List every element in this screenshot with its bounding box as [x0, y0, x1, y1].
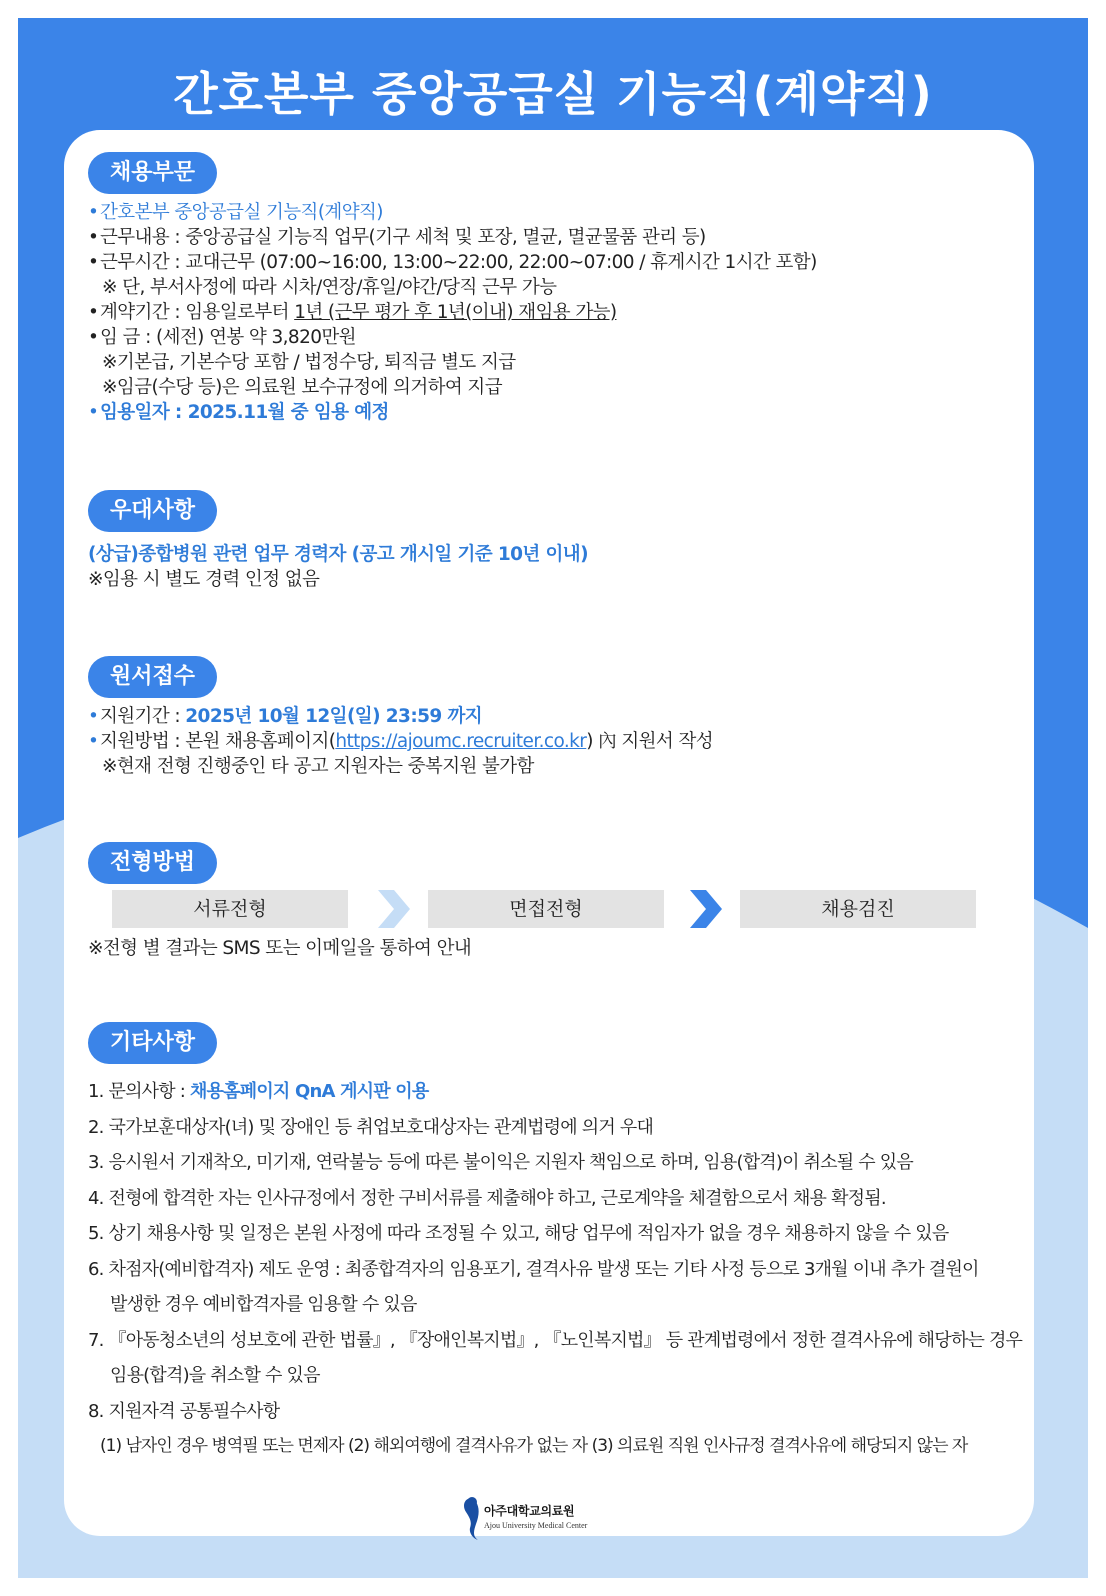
bullet-icon: •	[88, 731, 99, 752]
list-item: •근무시간 : 교대근무 (07:00~16:00, 13:00~22:00, 22:00~07:00 / 휴게시간 1시간 포함)	[88, 252, 817, 273]
list-item: •임 금 : (세전) 연봉 약 3,820만원	[88, 327, 356, 348]
preference-lines	[88, 542, 1008, 592]
recruit-site-link[interactable]: https://ajoumc.recruiter.co.kr	[335, 731, 587, 752]
chevron-right-icon	[374, 890, 412, 928]
note-text: ※임금(수당 등)은 의료원 보수규정에 의거하여 지급	[102, 377, 502, 398]
section-label-preference: 우대사항	[88, 490, 217, 532]
org-logo-icon	[460, 1496, 484, 1542]
section-process	[88, 842, 1008, 961]
bullet-icon: •	[88, 706, 99, 727]
list-item: •근무내용 : 중앙공급실 기능직 업무(기구 세척 및 포장, 멸균, 멸균물품 관리 등)	[88, 227, 706, 248]
page-title: 간호본부 중앙공급실 기능직(계약직)	[173, 67, 933, 121]
list-item: 1. 문의사항 : 채용홈페이지 QnA 게시판 이용	[88, 1081, 429, 1102]
bullet-icon: •	[88, 327, 99, 348]
preference-text: (상급)종합병원 관련 업무 경력자 (공고 개시일 기준 10년 이내)	[88, 544, 588, 565]
note-text: ※전형 별 결과는 SMS 또는 이메일을 통하여 안내	[88, 938, 472, 959]
apply-lines	[88, 704, 1008, 779]
bullet-icon: •	[88, 402, 99, 423]
process-steps	[88, 890, 1008, 930]
note-text: ※기본급, 기본수당 포함 / 법정수당, 퇴직금 별도 지급	[102, 352, 516, 373]
section-label-etc: 기타사항	[88, 1022, 217, 1064]
list-item: 3. 응시원서 기재착오, 미기재, 연락불능 등에 따른 불이익은 지원자 책임으로 하며, 임용(합격)이 취소될 수 있음	[88, 1152, 913, 1173]
step-interview: 면접전형	[428, 890, 664, 928]
list-item: 8. 지원자격 공통필수사항	[88, 1400, 280, 1422]
list-item: 6. 차점자(예비합격자) 제도 운영 : 최종합격자의 임용포기, 결격사유 발생 또는 기타 사정 등으로 3개월 이내 추가 결원이	[88, 1258, 979, 1280]
list-item: 발생한 경우 예비합격자를 임용할 수 있음	[110, 1294, 417, 1315]
list-item: •간호본부 중앙공급실 기능직(계약직)	[88, 202, 383, 223]
org-name-ko: 아주대학교의료원	[484, 1504, 575, 1518]
list-item: •지원기간 : 2025년 10월 12일(일) 23:59 까지	[88, 706, 483, 727]
step-document: 서류전형	[112, 890, 348, 928]
note-text: ※ 단, 부서사정에 따라 시차/연장/휴일/야간/당직 근무 가능	[102, 277, 557, 298]
list-item: 7. 『아동청소년의 성보호에 관한 법률』, 『장애인복지법』, 『노인복지법』 등 관계법령에서 정한 결격사유에 해당하는 경우	[88, 1329, 1023, 1351]
list-item: •임용일자 : 2025.11월 중 임용 예정	[88, 402, 389, 423]
list-item: 2. 국가보훈대상자(녀) 및 장애인 등 취업보호대상자는 관계법령에 의거 우대	[88, 1116, 654, 1138]
section-label-process: 전형방법	[88, 842, 217, 884]
list-item: 임용(합격)을 취소할 수 있음	[110, 1365, 320, 1386]
recruit-lines	[88, 200, 1008, 425]
bullet-icon: •	[88, 302, 99, 323]
list-item: (1) 남자인 경우 병역필 또는 면제자 (2) 해외여행에 결격사유가 없는 자 (3) 의료원 직원 인사규정 결격사유에 해당되지 않는 자	[100, 1436, 968, 1456]
list-item: 4. 전형에 합격한 자는 인사규정에서 정한 구비서류를 제출해야 하고, 근로계약을 체결함으로서 채용 확정됨.	[88, 1187, 886, 1209]
content-card	[64, 130, 1034, 1536]
list-item: 5. 상기 채용사항 및 일정은 본원 사정에 따라 조정될 수 있고, 해당 업무에 적임자가 없을 경우 채용하지 않을 수 있음	[88, 1223, 949, 1244]
bullet-icon: •	[88, 202, 99, 223]
section-preference	[88, 490, 1008, 592]
section-etc	[88, 1022, 1023, 1465]
section-label-apply: 원서접수	[88, 656, 217, 698]
section-label-recruit: 채용부문	[88, 152, 217, 194]
etc-lines	[88, 1074, 1023, 1465]
bullet-icon: •	[88, 252, 99, 273]
section-apply	[88, 656, 1008, 779]
list-item: •지원방법 : 본원 채용홈페이지(https://ajoumc.recruiter.co.kr) 內 지원서 작성	[88, 731, 713, 752]
section-recruit	[88, 152, 1008, 425]
step-health-check: 채용검진	[740, 890, 976, 928]
list-item: •계약기간 : 임용일로부터 1년 (근무 평가 후 1년(이내) 재임용 가능)	[88, 302, 617, 323]
org-name-en: Ajou University Medical Center	[484, 1521, 588, 1530]
note-text: ※현재 전형 진행중인 타 공고 지원자는 중복지원 불가함	[102, 756, 534, 777]
note-text: ※임용 시 별도 경력 인정 없음	[88, 569, 320, 590]
bullet-icon: •	[88, 227, 99, 248]
chevron-right-icon	[686, 890, 724, 928]
process-note	[88, 936, 1008, 961]
